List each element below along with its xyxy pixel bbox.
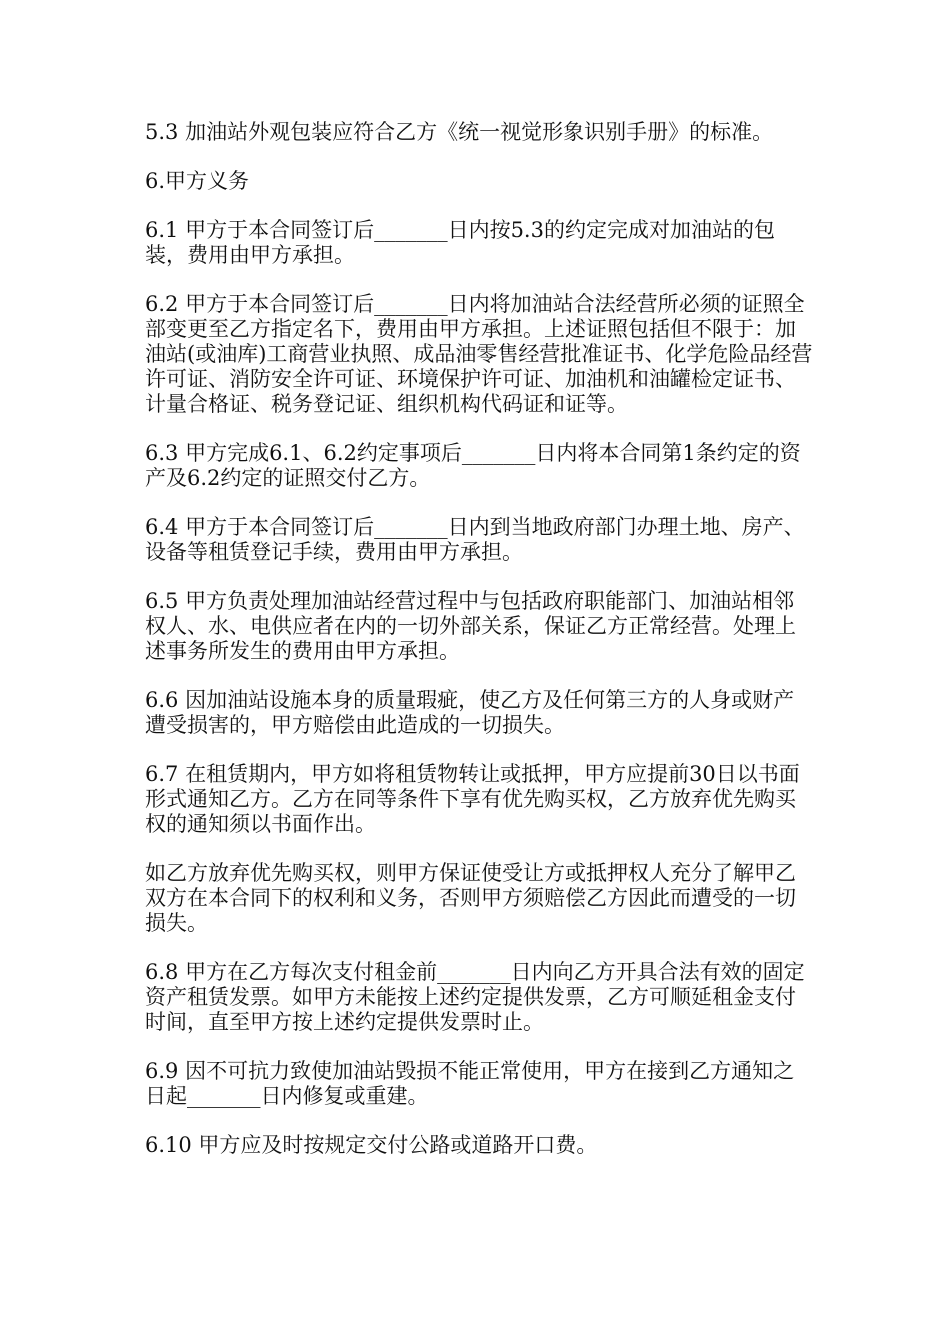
clause-5-3: 5.3 加油站外观包装应符合乙方《统一视觉形象识别手册》的标准。 (145, 120, 774, 144)
clause-6-5: 6.5 甲方负责处理加油站经营过程中与包括政府职能部门、加油站相邻权人、水、电供应者在内的一切外部关系，保证乙方正常经营。处理上述事务所发生的费用由甲方承担。 (145, 589, 796, 663)
document-page (145, 120, 815, 1182)
clause-6-9: 6.9 因不可抗力致使加油站毁损不能正常使用，甲方在接到乙方通知之日起_______日内修复或重建。 (145, 1059, 795, 1108)
clause-6-3: 6.3 甲方完成6.1、6.2约定事项后_______日内将本合同第1条约定的资产及6.2约定的证照交付乙方。 (145, 441, 801, 490)
clause-6-7-continued: 如乙方放弃优先购买权，则甲方保证使受让方或抵押权人充分了解甲乙双方在本合同下的权利和义务，否则甲方须赔偿乙方因此而遭受的一切损失。 (145, 861, 796, 935)
clause-6-2: 6.2 甲方于本合同签订后_______日内将加油站合法经营所必须的证照全部变更至乙方指定名下，费用由甲方承担。上述证照包括但不限于：加油站(或油库)工商营业执照、成品油零售经营批准证书、化学危险品经营许可证、消防安全许可证、环境保护许可证、加油机和油罐检定证书、计量合格证、税务登记证、组织机构代码证和证等。 (145, 292, 813, 416)
clause-6-6: 6.6 因加油站设施本身的质量瑕疵，使乙方及任何第三方的人身或财产遭受损害的，甲方赔偿由此造成的一切损失。 (145, 688, 795, 737)
section-heading-party-a-obligations: 6.甲方义务 (145, 169, 250, 193)
clause-6-7: 6.7 在租赁期内，甲方如将租赁物转让或抵押，甲方应提前30日以书面形式通知乙方。乙方在同等条件下享有优先购买权，乙方放弃优先购买权的通知须以书面作出。 (145, 762, 800, 836)
clause-6-8: 6.8 甲方在乙方每次支付租金前_______日内向乙方开具合法有效的固定资产租赁发票。如甲方未能按上述约定提供发票，乙方可顺延租金支付时间，直至甲方按上述约定提供发票时止。 (145, 960, 805, 1034)
clause-6-1: 6.1 甲方于本合同签订后_______日内按5.3的约定完成对加油站的包装，费用由甲方承担。 (145, 218, 775, 267)
clause-6-10: 6.10 甲方应及时按规定交付公路或道路开口费。 (145, 1133, 598, 1157)
clause-6-4: 6.4 甲方于本合同签订后_______日内到当地政府部门办理土地、房产、设备等租赁登记手续，费用由甲方承担。 (145, 515, 805, 564)
